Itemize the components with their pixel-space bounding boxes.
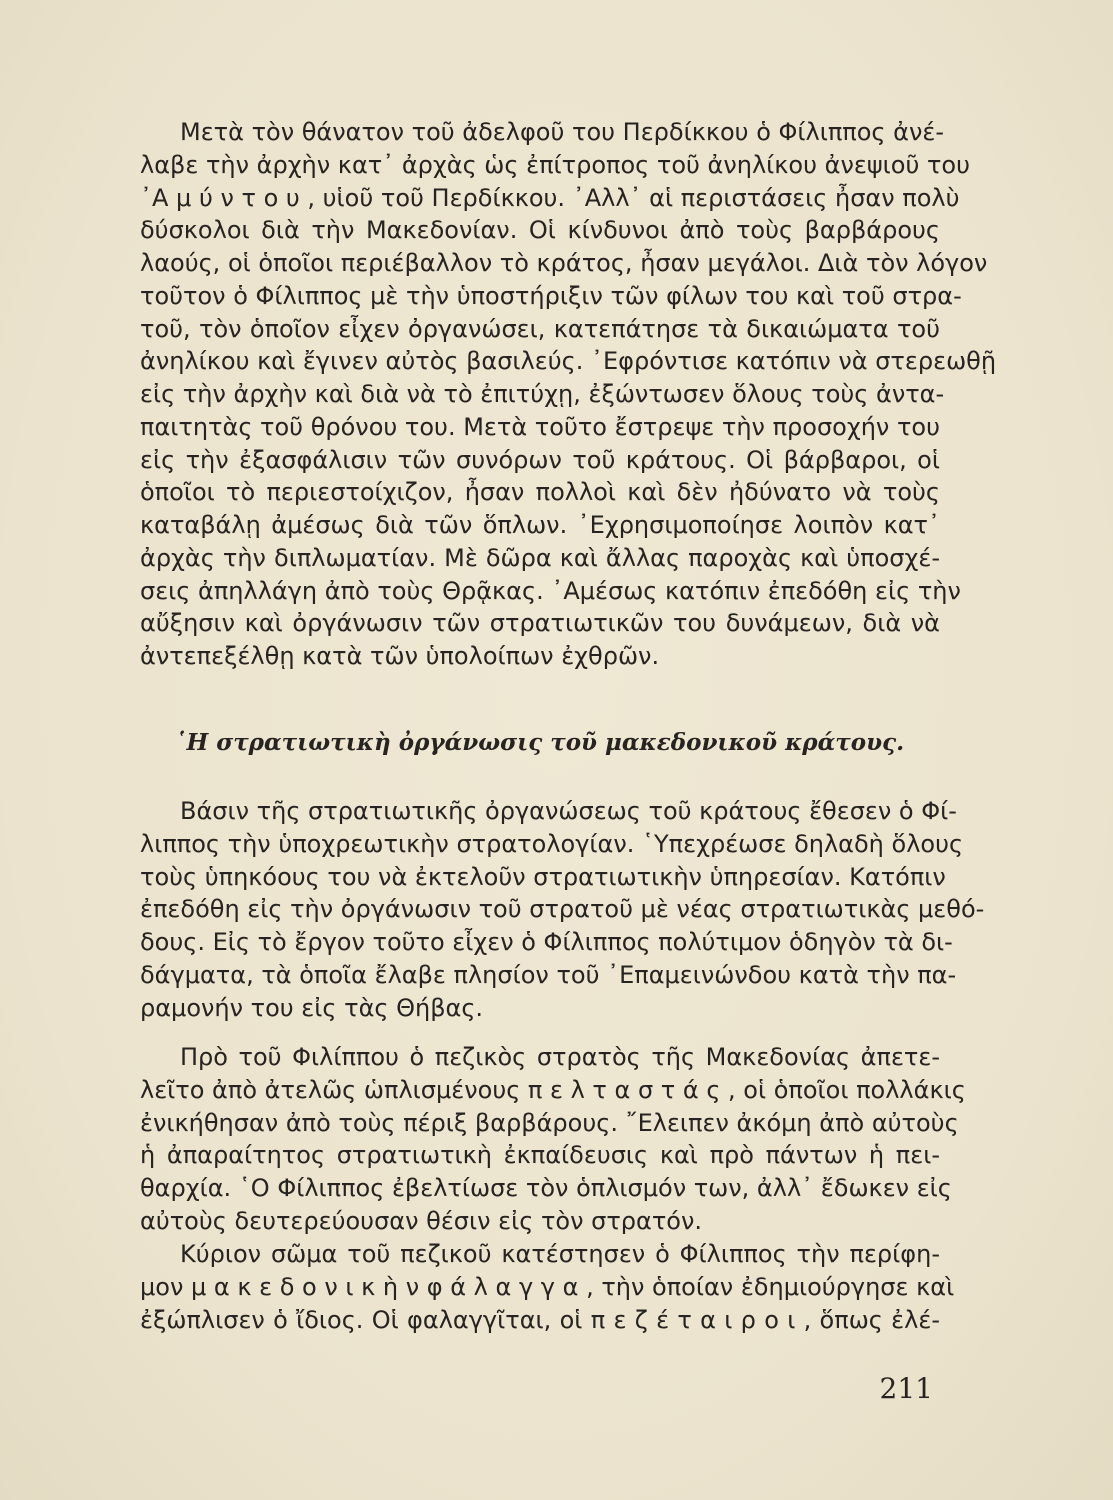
text-line: λιππος τὴν ὑποχρεωτικὴν στρατολογίαν. ῾Υπεχρέωσε δηλαδὴ ὅλους (140, 829, 964, 858)
text-line: σεις ἀπηλλάγη ἀπὸ τοὺς Θρᾷκας. ᾿Αμέσως κατόπιν ἐπεδόθη εἰς τὴν (140, 576, 961, 605)
text-line: τοὺς ὑπηκόους του νὰ ἐκτελοῦν στρατιωτικὴν ὑπηρεσίαν. Κατόπιν (140, 862, 946, 891)
text-line: εἰς τὴν ἐξασφάλισιν τῶν συνόρων τοῦ κράτους. Οἱ βάρβαροι, οἱ (140, 445, 940, 474)
text-line: ἐξώπλισεν ὁ ἴδιος. Οἱ φαλαγγῖται, οἱ π ε ζ έ τ α ι ρ ο ι , ὅπως ἐλέ- (140, 1305, 940, 1334)
text-line: ὁποῖοι τὸ περιεστοίχιζον, ἦσαν πολλοὶ καὶ δὲν ἠδύνατο νὰ τοὺς (140, 478, 940, 507)
text-line: ᾿Α μ ύ ν τ ο υ , υἱοῦ τοῦ Περδίκκου. ᾿Αλλ᾿ αἱ περιστάσεις ἦσαν πολὺ (140, 183, 960, 212)
text-line: τοῦτον ὁ Φίλιππος μὲ τὴν ὑποστήριξιν τῶν φίλων του καὶ τοῦ στρα- (140, 281, 962, 310)
text-line: παιτητὰς τοῦ θρόνου του. Μετὰ τοῦτο ἔστρεψε τὴν προσοχήν του (140, 412, 940, 441)
paragraph-military-organization (140, 795, 985, 1024)
text-line: Βάσιν τῆς στρατιωτικῆς ὀργανώσεως τοῦ κράτους ἔθεσεν ὁ Φί- (180, 797, 957, 825)
text-line: ἐνικήθησαν ἀπὸ τοὺς πέριξ βαρβάρους. ῎Ελειπεν ἀκόμη ἀπὸ αὐτοὺς (140, 1108, 959, 1137)
text-line: μον μ α κ ε δ ο ν ι κ ὴ ν φ ά λ α γ γ α , τὴν ὁποίαν ἐδημιούργησε καὶ (140, 1272, 955, 1301)
text-line: Μετὰ τὸν θάνατον τοῦ ἀδελφοῦ του Περδίκκου ὁ Φίλιππος ἀνέ- (180, 118, 945, 146)
text-line: τοῦ, τὸν ὁποῖον εἶχεν ὀργανώσει, κατεπάτησε τὰ δικαιώματα τοῦ (140, 314, 940, 343)
text-line: αὐτοὺς δευτερεύουσαν θέσιν εἰς τὸν στρατόν. (140, 1206, 703, 1235)
text-line: ἀρχὰς τὴν διπλωματίαν. Μὲ δῶρα καὶ ἄλλας παροχὰς καὶ ὑποσχέ- (140, 543, 940, 572)
text-line: καταβάλῃ ἀμέσως διὰ τῶν ὅπλων. ᾿Εχρησιμοποίησε λοιπὸν κατ᾿ (140, 511, 940, 539)
paragraph-infantry (140, 1041, 966, 1238)
section-heading: ῾Η στρατιωτικὴ ὀργάνωσις τοῦ μακεδονικοῦ κράτους. (175, 729, 905, 756)
text-line: Κύριον σῶμα τοῦ πεζικοῦ κατέστησεν ὁ Φίλιππος τὴν περίφη- (180, 1240, 940, 1268)
text-line: λαβε τὴν ἀρχὴν κατ᾿ ἀρχὰς ὡς ἐπίτροπος τοῦ ἀνηλίκου ἀνεψιοῦ του (140, 150, 970, 179)
text-line: ἀντεπεξέλθῃ κατὰ τῶν ὑπολοίπων ἐχθρῶν. (140, 642, 660, 670)
text-line: θαρχία. ῾Ο Φίλιππος ἐβελτίωσε τὸν ὁπλισμόν των, ἀλλ᾿ ἔδωκεν εἰς (140, 1174, 952, 1202)
page-number: 211 (879, 1372, 933, 1405)
text-line: ἐπεδόθη εἰς τὴν ὀργάνωσιν τοῦ στρατοῦ μὲ νέας στρατιωτικὰς μεθό- (140, 895, 985, 924)
text-line: δους. Εἰς τὸ ἔργον τοῦτο εἶχεν ὁ Φίλιππος πολύτιμον ὁδηγὸν τὰ δι- (140, 928, 953, 956)
text-line: ραμονήν του εἰς τὰς Θήβας. (140, 993, 484, 1022)
paragraph-phalanx (140, 1238, 955, 1336)
text-line: αὔξησιν καὶ ὀργάνωσιν τῶν στρατιωτικῶν του δυνάμεων, διὰ νὰ (140, 609, 940, 638)
text-line: δάγματα, τὰ ὁποῖα ἔλαβε πλησίον τοῦ ᾿Επαμεινώνδου κατὰ τὴν πα- (140, 960, 957, 989)
text-line: λαούς, οἱ ὁποῖοι περιέβαλλον τὸ κράτος, ἦσαν μεγάλοι. Διὰ τὸν λόγον (140, 249, 988, 277)
paragraph-philip-accession (140, 116, 997, 673)
text-line: Πρὸ τοῦ Φιλίππου ὁ πεζικὸς στρατὸς τῆς Μακεδονίας ἀπετε- (180, 1043, 940, 1071)
text-line: δύσκολοι διὰ τὴν Μακεδονίαν. Οἱ κίνδυνοι ἀπὸ τοὺς βαρβάρους (140, 216, 940, 245)
text-line: ἀνηλίκου καὶ ἔγινεν αὐτὸς βασιλεύς. ᾿Εφρόντισε κατόπιν νὰ στερεωθῇ (140, 347, 997, 376)
text-line: λεῖτο ἀπὸ ἀτελῶς ὡπλισμένους π ε λ τ α σ τ ά ς , οἱ ὁποῖοι πολλάκις (140, 1075, 966, 1104)
text-line: ἡ ἀπαραίτητος στρατιωτικὴ ἐκπαίδευσις καὶ πρὸ πάντων ἡ πει- (140, 1141, 940, 1170)
text-line: εἰς τὴν ἀρχὴν καὶ διὰ νὰ τὸ ἐπιτύχῃ, ἐξώντωσεν ὅλους τοὺς ἀντα- (140, 380, 945, 408)
